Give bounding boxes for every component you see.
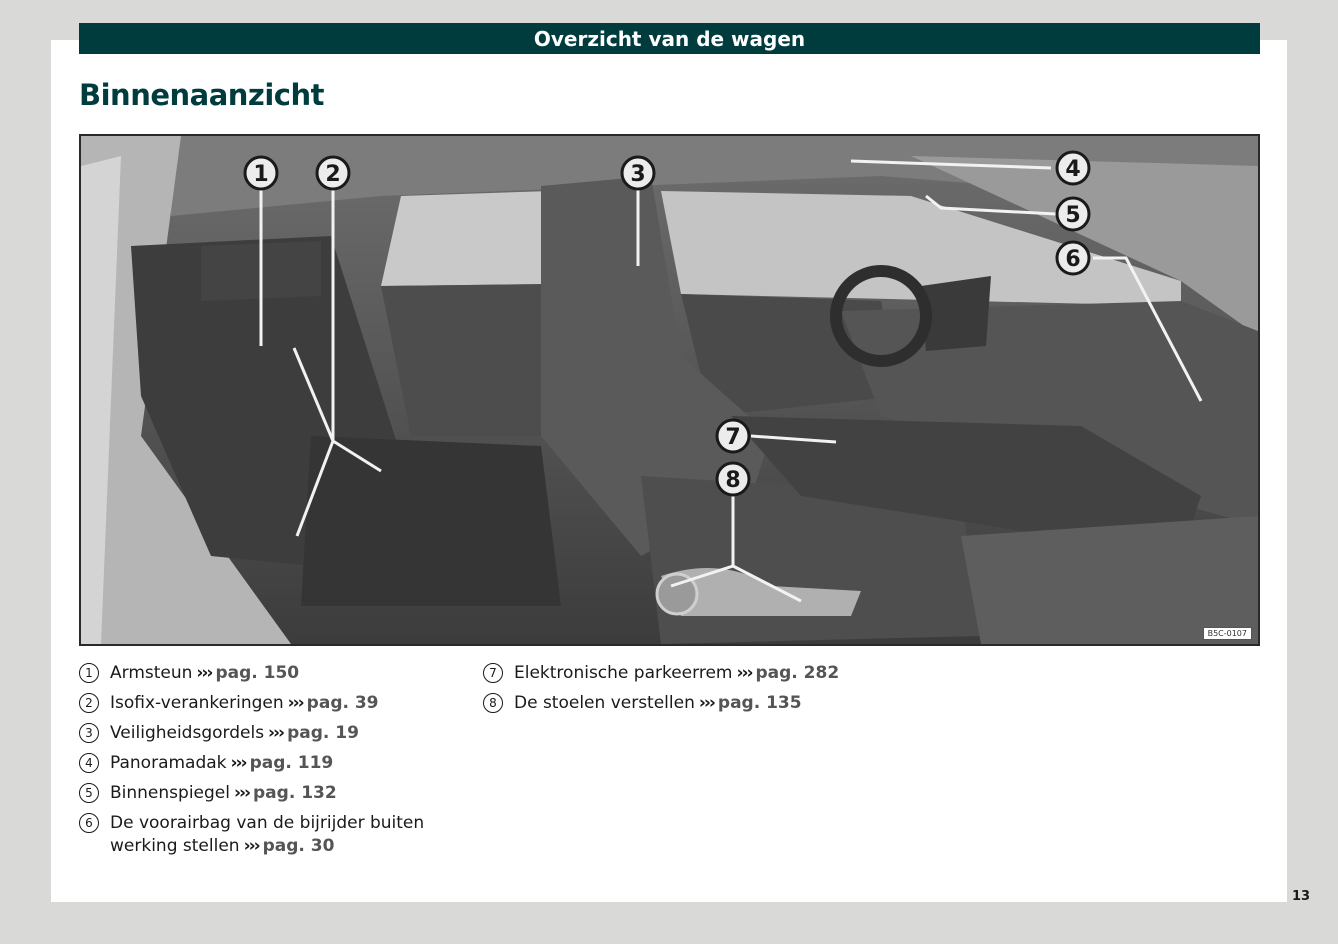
arrows-icon: ››› (196, 663, 212, 683)
legend-number: 1 (79, 663, 99, 683)
callout-1 (245, 157, 277, 189)
arrows-icon: ››› (230, 753, 246, 773)
legend-text: Isofix-verankeringen (110, 693, 284, 713)
legend-item (79, 812, 459, 858)
legend-text: Armsteun (110, 663, 193, 683)
svg-text:4: 4 (1065, 157, 1081, 182)
callout-5 (1057, 198, 1089, 230)
svg-text:3: 3 (630, 162, 646, 187)
page-ref-link[interactable]: pag. 39 (306, 693, 379, 713)
section-header-title: Overzicht van de wagen (533, 26, 806, 51)
legend-text: De stoelen verstellen (514, 693, 695, 713)
legend-number: 7 (483, 663, 503, 683)
arrows-icon: ››› (287, 693, 303, 713)
callout-4 (1057, 152, 1089, 184)
legend-number: 2 (79, 693, 99, 713)
legend-number: 8 (483, 693, 503, 713)
svg-text:6: 6 (1065, 247, 1081, 272)
callout-7 (717, 420, 749, 452)
callout-6 (1057, 242, 1089, 274)
callout-3 (622, 157, 654, 189)
svg-text:5: 5 (1065, 203, 1081, 228)
image-code: B5C-0107 (1203, 627, 1252, 640)
callout-2 (317, 157, 349, 189)
legend-item (79, 752, 459, 775)
page-ref-link[interactable]: pag. 119 (249, 753, 334, 773)
arrows-icon: ››› (736, 663, 752, 683)
callout-8 (717, 463, 749, 495)
legend-number: 4 (79, 753, 99, 773)
interior-photo (79, 134, 1260, 646)
svg-text:7: 7 (725, 425, 741, 450)
page-ref-link[interactable]: pag. 19 (287, 723, 359, 743)
page-ref-link[interactable]: pag. 135 (717, 693, 802, 713)
legend-item (79, 692, 459, 715)
arrows-icon: ››› (233, 783, 250, 803)
legend-text: De voorairbag van de bijrijder buiten werking stellen (110, 813, 425, 856)
legend-text: Binnenspiegel (110, 783, 230, 803)
legend-item (79, 662, 459, 685)
svg-text:2: 2 (325, 162, 341, 187)
page-ref-link[interactable]: pag. 30 (262, 836, 335, 856)
legend-item (79, 722, 459, 745)
page-ref-link[interactable]: pag. 282 (755, 663, 840, 683)
legend-item (483, 692, 903, 715)
legend-item (79, 782, 459, 805)
legend-text: Veiligheidsgordels (110, 723, 265, 743)
legend-number: 5 (79, 783, 99, 803)
legend-text: Elektronische parkeerrem (514, 663, 733, 683)
svg-text:1: 1 (253, 162, 269, 187)
legend-text: Panoramadak (110, 753, 227, 773)
legend-number: 3 (79, 723, 99, 743)
arrows-icon: ››› (243, 836, 259, 856)
page-ref-link[interactable]: pag. 132 (253, 783, 337, 803)
arrows-icon: ››› (698, 693, 714, 713)
legend-item (483, 662, 903, 685)
arrows-icon: ››› (268, 723, 284, 743)
section-header (79, 23, 1260, 54)
legend-column-2 (483, 662, 903, 722)
page-number: 13 (1292, 889, 1311, 904)
page-ref-link[interactable]: pag. 150 (215, 663, 300, 683)
interior-illustration (81, 136, 1258, 644)
page-title: Binnenaanzicht (79, 78, 324, 112)
svg-text:8: 8 (725, 468, 741, 493)
legend-column-1 (79, 662, 459, 865)
legend-number: 6 (79, 813, 99, 833)
